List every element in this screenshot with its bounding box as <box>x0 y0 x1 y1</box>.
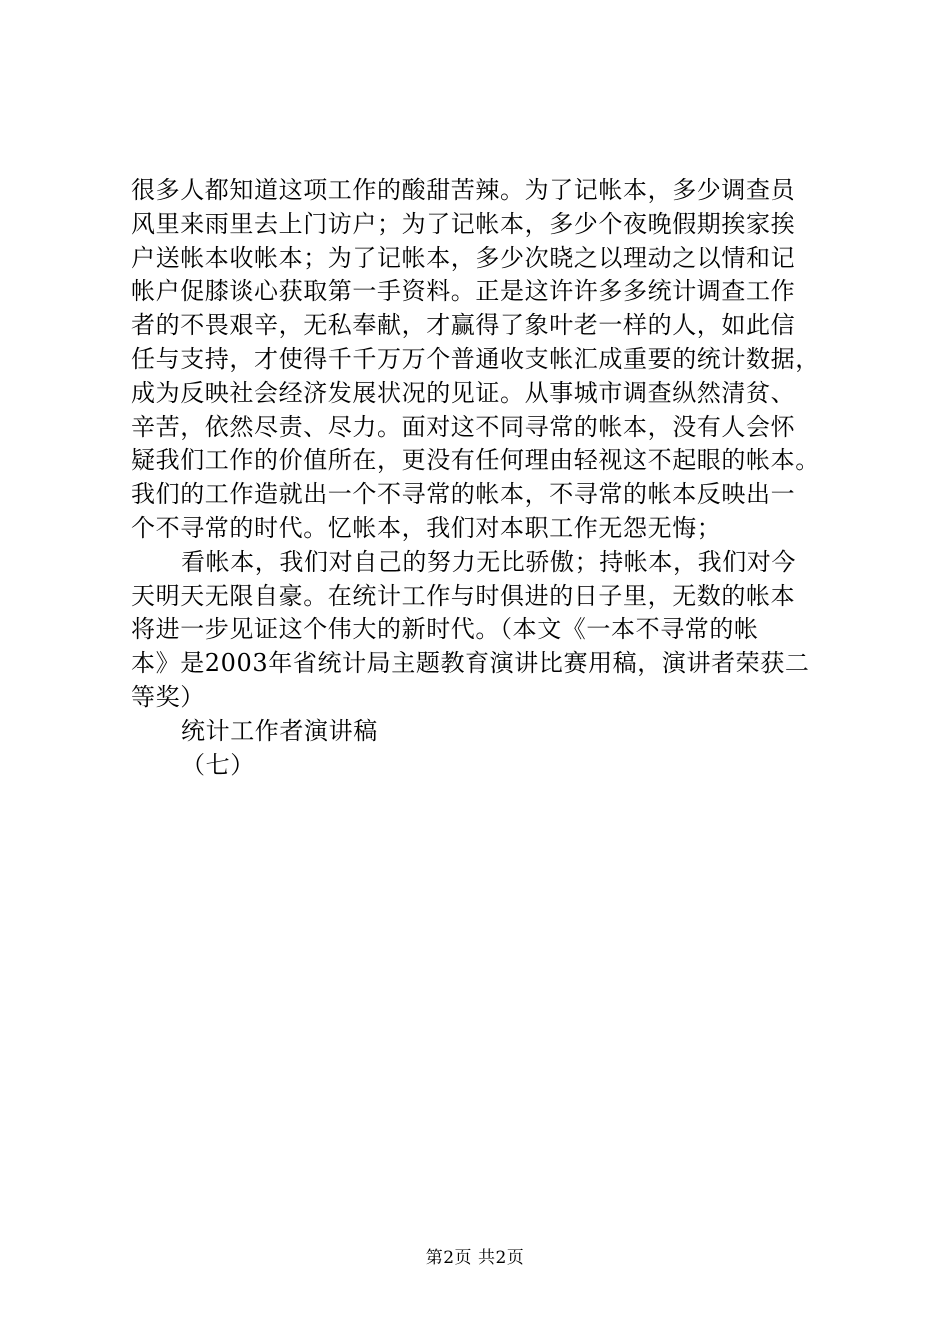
text-line: 帐户促膝谈心获取第一手资料。正是这许许多多统计调查工作 <box>131 277 796 306</box>
text-line: 成为反映社会经济发展状况的见证。从事城市调查纵然清贫、 <box>131 378 796 407</box>
section-number: （七） <box>181 750 255 779</box>
document-body <box>131 174 851 782</box>
paragraph-start-line: 看帐本，我们对自己的努力无比骄傲；持帐本，我们对今 <box>181 547 796 576</box>
text-line: 将进一步见证这个伟大的新时代。（本文《一本不寻常的帐 <box>131 615 759 644</box>
text-line: 等奖） <box>131 682 205 711</box>
text-line: 户送帐本收帐本；为了记帐本，多少次晓之以理动之以情和记 <box>131 243 796 272</box>
text-line: 我们的工作造就出一个不寻常的帐本，不寻常的帐本反映出一 <box>131 480 796 509</box>
text-line: 辛苦，依然尽责、尽力。面对这不同寻常的帐本，没有人会怀 <box>131 412 796 441</box>
text-line: 者的不畏艰辛，无私奉献，才赢得了象叶老一样的人，如此信 <box>131 311 796 340</box>
text-line: 很多人都知道这项工作的酸甜苦辣。为了记帐本，多少调查员 <box>131 176 796 204</box>
page-number-footer: 第2页 共2页 <box>425 1248 525 1268</box>
text-line: 个不寻常的时代。忆帐本，我们对本职工作无怨无悔； <box>131 513 722 542</box>
text-line: 疑我们工作的价值所在，更没有任何理由轻视这不起眼的帐本。 <box>131 446 820 475</box>
text-line: 任与支持，才使得千千万万个普通收支帐汇成重要的统计数据， <box>131 344 820 373</box>
text-line: 本》是2003年省统计局主题教育演讲比赛用稿，演讲者荣获二 <box>131 649 810 678</box>
text-line: 天明天无限自豪。在统计工作与时俱进的日子里，无数的帐本 <box>131 581 796 610</box>
section-title: 统计工作者演讲稿 <box>181 716 378 745</box>
text-line: 风里来雨里去上门访户；为了记帐本，多少个夜晚假期挨家挨 <box>131 209 796 238</box>
